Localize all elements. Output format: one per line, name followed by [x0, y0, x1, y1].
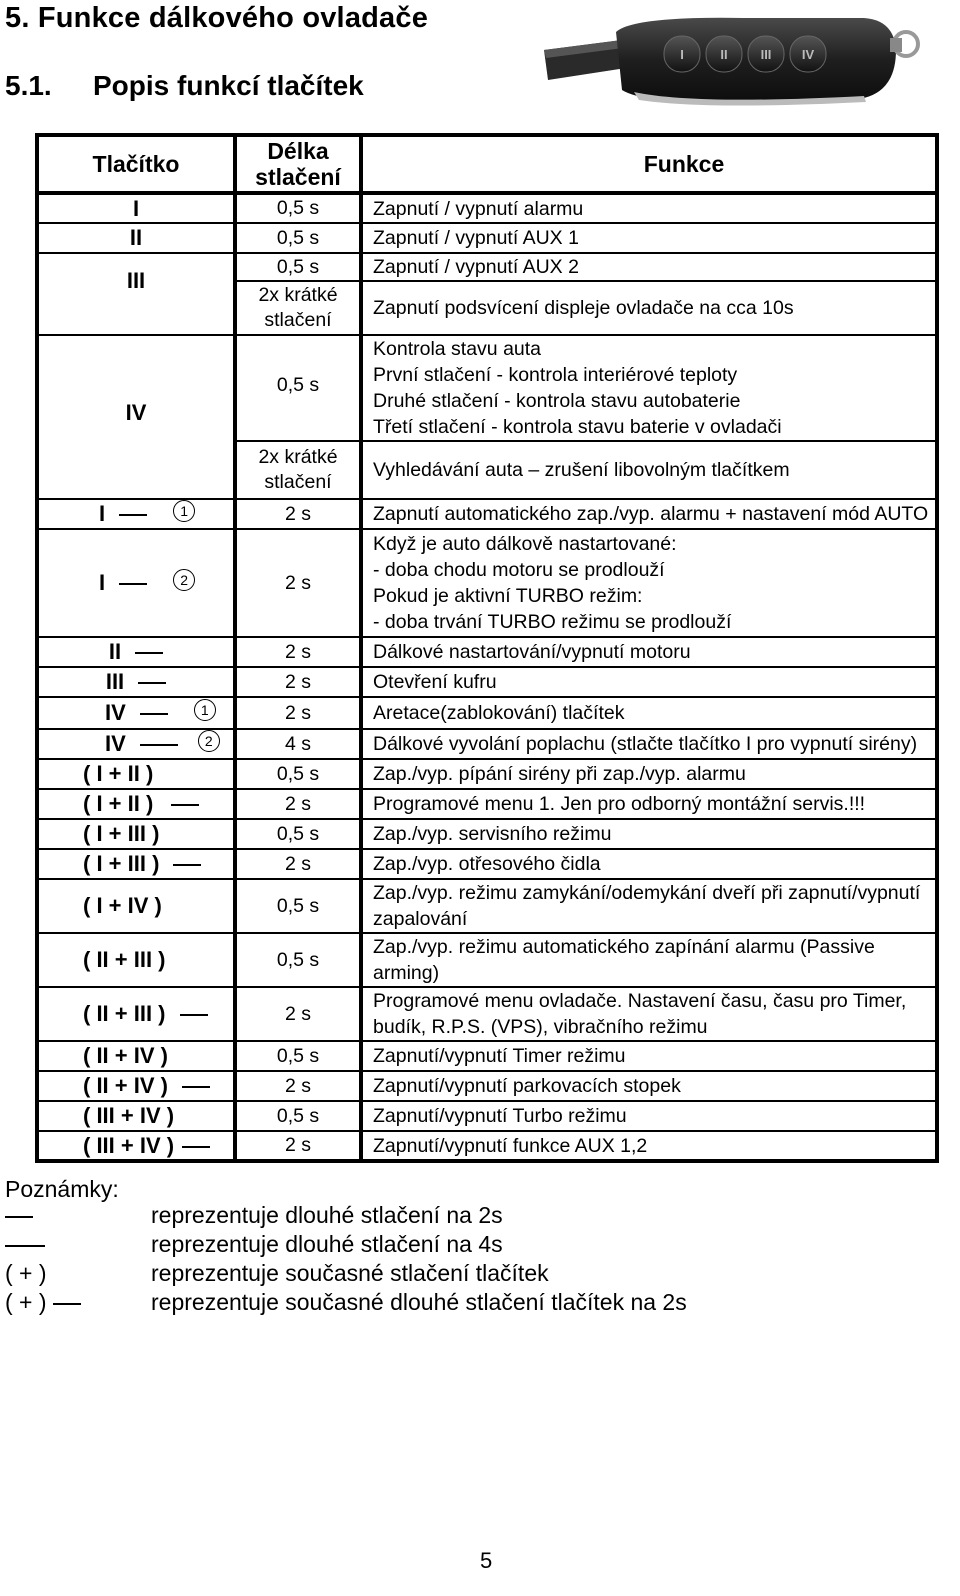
header-button: Tlačítko [37, 135, 235, 193]
cell-duration: 2 s [235, 529, 361, 637]
note-item: ( + ) reprezentuje současné dlouhé stlačení tlačítek na 2s [5, 1289, 687, 1315]
circled-number-icon: 2 [173, 569, 195, 591]
table-row [37, 223, 937, 253]
section-title: Popis funkcí tlačítek [93, 70, 364, 101]
functions-table [35, 133, 939, 1163]
cell-button: IV [37, 335, 235, 499]
cell-duration: 2 s [235, 667, 361, 697]
cell-function: Zapnutí / vypnutí alarmu [361, 193, 937, 223]
header-duration: Délka stlačení [235, 135, 361, 193]
long-press-2s-icon [119, 583, 147, 585]
cell-function: Programové menu ovladače. Nastavení času, času pro Timer, budík, R.P.S. (VPS), vibračního režimu [361, 987, 937, 1041]
cell-button: II [37, 223, 235, 253]
cell-function: Když je auto dálkově nastartované: - doba chodu motoru se prodlouží Pokud je aktivní TURBO režim: - doba trvání TURBO režimu se prodlouží [361, 529, 937, 637]
cell-duration: 0,5 s [235, 1101, 361, 1131]
table-row [37, 667, 937, 697]
circled-number-icon: 2 [198, 730, 220, 752]
long-press-4s-icon [5, 1245, 45, 1247]
cell-button: ( II + IV ) [37, 1041, 235, 1071]
note-item: reprezentuje dlouhé stlačení na 4s [5, 1230, 705, 1258]
table-row [37, 253, 937, 281]
cell-function: Vyhledávání auta – zrušení libovolným tlačítkem [361, 441, 937, 499]
table-row [37, 697, 937, 729]
cell-button: ( I + II ) [37, 759, 235, 789]
section-number: 5.1. [5, 70, 52, 101]
cell-button: ( I + II ) [37, 789, 235, 819]
remote-button-label: II [720, 47, 728, 62]
notes-title: Poznámky: [5, 1176, 119, 1202]
table-row [37, 849, 937, 879]
table-row [37, 789, 937, 819]
table-row [37, 529, 937, 637]
cell-button: ( II + IV ) [37, 1071, 235, 1101]
cell-function: Zap./vyp. otřesového čidla [361, 849, 937, 879]
long-press-2s-icon [180, 1014, 208, 1016]
cell-button: I 1 [37, 499, 235, 529]
cell-button: I [37, 193, 235, 223]
cell-button: I 2 [37, 529, 235, 637]
cell-function: Zapnutí/vypnutí Timer režimu [361, 1041, 937, 1071]
cell-duration: 0,5 s [235, 223, 361, 253]
long-press-2s-icon [138, 682, 166, 684]
cell-duration: 2 s [235, 499, 361, 529]
cell-function: Zap./vyp. servisního režimu [361, 819, 937, 849]
remote-button-label: IV [801, 47, 815, 62]
cell-button: IV 2 [37, 729, 235, 759]
cell-duration: 2 s [235, 987, 361, 1041]
table-row [37, 879, 937, 933]
circled-number-icon: 1 [194, 699, 216, 721]
remote-control-image [544, 10, 924, 108]
cell-duration: 2 s [235, 637, 361, 667]
cell-duration: 2 s [235, 789, 361, 819]
cell-button: III [37, 667, 235, 697]
cell-function: Zapnutí podsvícení displeje ovladače na cca 10s [361, 281, 937, 335]
cell-button: ( II + III ) [37, 933, 235, 987]
long-press-2s-icon [5, 1216, 33, 1218]
cell-button: III [37, 253, 235, 335]
page-heading: 5. Funkce dálkového ovladače [5, 2, 429, 34]
table-row [37, 1041, 937, 1071]
long-press-2s-icon [135, 652, 163, 654]
cell-function: Kontrola stavu auta První stlačení - kontrola interiérové teploty Druhé stlačení - kontrola stavu autobaterie Třetí stlačení - kontrola stavu baterie v ovladači [361, 335, 937, 441]
cell-duration: 0,5 s [235, 819, 361, 849]
cell-function: Zap./vyp. pípání sirény při zap./vyp. alarmu [361, 759, 937, 789]
cell-duration: 0,5 s [235, 335, 361, 441]
header-function: Funkce [361, 135, 937, 193]
cell-button: ( III + IV ) [37, 1101, 235, 1131]
page-number: 5 [480, 1548, 493, 1573]
cell-duration: 2 s [235, 1131, 361, 1161]
cell-button: ( I + III ) [37, 849, 235, 879]
section-heading [5, 70, 364, 102]
cell-duration: 4 s [235, 729, 361, 759]
cell-button: ( II + III ) [37, 987, 235, 1041]
cell-button: II [37, 637, 235, 667]
table-row [37, 193, 937, 223]
cell-duration: 2x krátké stlačení [235, 281, 361, 335]
long-press-2s-icon [182, 1086, 210, 1088]
long-press-2s-icon [173, 864, 201, 866]
cell-duration: 0,5 s [235, 879, 361, 933]
remote-button-label: I [680, 47, 684, 62]
cell-function: Zapnutí automatického zap./vyp. alarmu + nastavení mód AUTO [361, 499, 937, 529]
cell-button: ( I + III ) [37, 819, 235, 849]
cell-button: ( III + IV ) [37, 1131, 235, 1161]
cell-duration: 0,5 s [235, 253, 361, 281]
cell-function: Dálkové vyvolání poplachu (stlačte tlačítko I pro vypnutí sirény) [361, 729, 937, 759]
long-press-2s-icon [171, 804, 199, 806]
table-row [37, 637, 937, 667]
cell-function: Zap./vyp. režimu zamykání/odemykání dveří při zapnutí/vypnutí zapalování [361, 879, 937, 933]
cell-function: Otevření kufru [361, 667, 937, 697]
table-row [37, 335, 937, 441]
cell-function: Aretace(zablokování) tlačítek [361, 697, 937, 729]
circled-number-icon: 1 [173, 500, 195, 522]
cell-function: Zapnutí/vypnutí parkovacích stopek [361, 1071, 937, 1101]
cell-function: Zapnutí/vypnutí funkce AUX 1,2 [361, 1131, 937, 1161]
cell-duration: 0,5 s [235, 1041, 361, 1071]
cell-function: Programové menu 1. Jen pro odborný montážní servis.!!! [361, 789, 937, 819]
cell-function: Zapnutí/vypnutí Turbo režimu [361, 1101, 937, 1131]
table-row [37, 1101, 937, 1131]
long-press-4s-icon [140, 744, 178, 746]
table-row [37, 1071, 937, 1101]
cell-function: Zap./vyp. režimu automatického zapínání alarmu (Passive arming) [361, 933, 937, 987]
cell-function: Zapnutí / vypnutí AUX 1 [361, 223, 937, 253]
long-press-2s-icon [119, 514, 147, 516]
cell-duration: 2 s [235, 1071, 361, 1101]
table-row [37, 499, 937, 529]
long-press-2s-icon [53, 1303, 81, 1305]
note-item: reprezentuje dlouhé stlačení na 2s [5, 1201, 705, 1229]
table-header-row [37, 135, 937, 193]
table-row [37, 933, 937, 987]
cell-duration: 2 s [235, 849, 361, 879]
long-press-2s-icon [140, 713, 168, 715]
table-row [37, 819, 937, 849]
note-item: ( + ) reprezentuje současné stlačení tlačítek [5, 1260, 549, 1286]
cell-button: IV 1 [37, 697, 235, 729]
table-row [37, 987, 937, 1041]
long-press-2s-icon [182, 1146, 210, 1148]
cell-duration: 2x krátké stlačení [235, 441, 361, 499]
cell-duration: 2 s [235, 697, 361, 729]
table-row [37, 1131, 937, 1161]
cell-function: Dálkové nastartování/vypnutí motoru [361, 637, 937, 667]
table-row [37, 759, 937, 789]
cell-duration: 0,5 s [235, 933, 361, 987]
cell-duration: 0,5 s [235, 759, 361, 789]
cell-button: ( I + IV ) [37, 879, 235, 933]
remote-button-label: III [760, 47, 772, 62]
table-row [37, 729, 937, 759]
cell-duration: 0,5 s [235, 193, 361, 223]
cell-function: Zapnutí / vypnutí AUX 2 [361, 253, 937, 281]
